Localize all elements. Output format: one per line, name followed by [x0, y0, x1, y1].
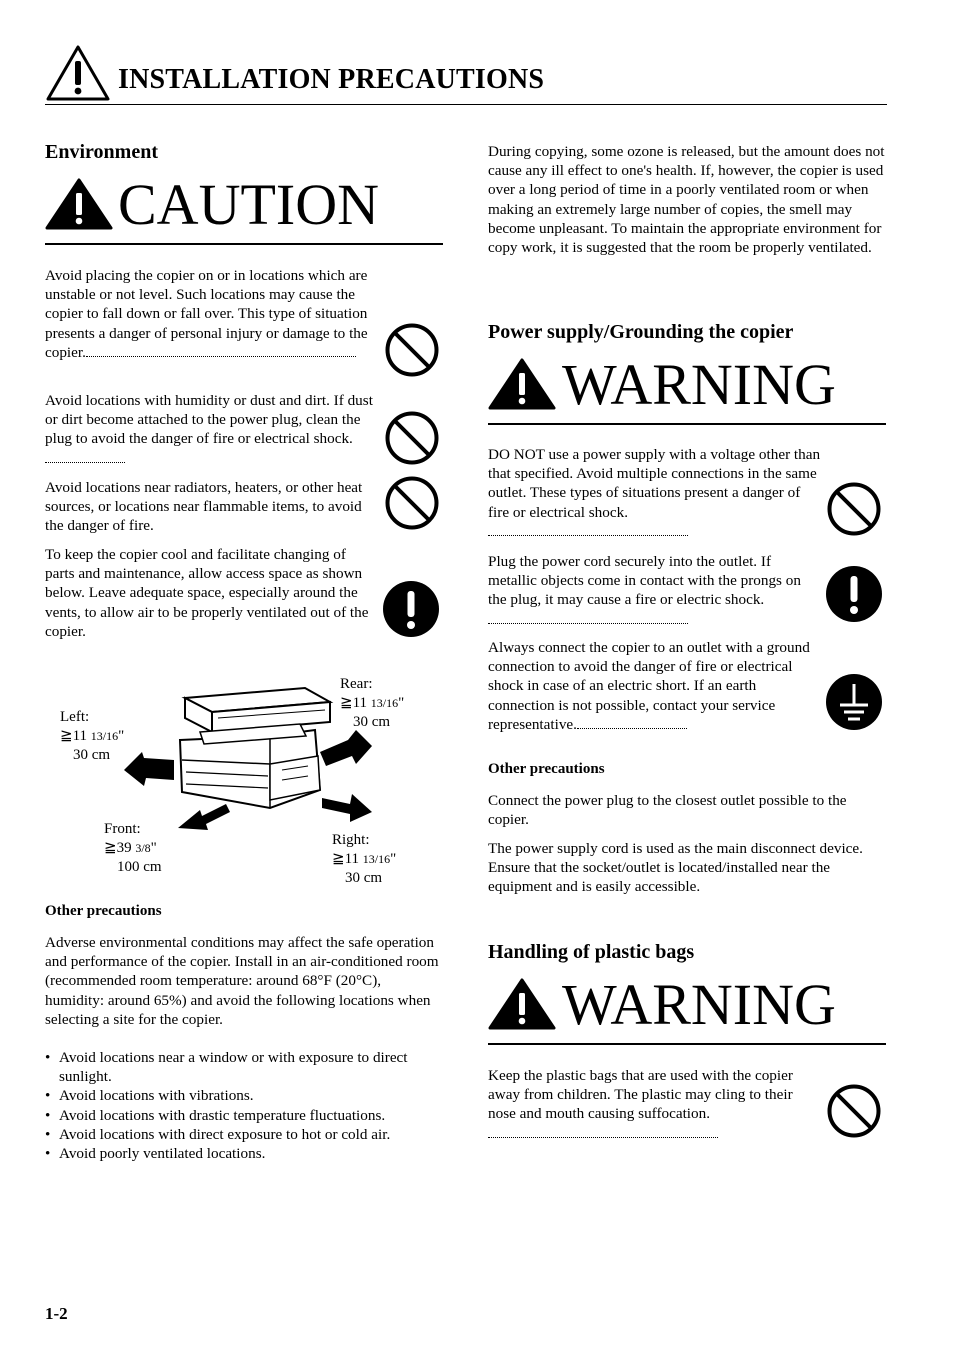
prohibition-icon	[384, 322, 440, 378]
environment-item-4: To keep the copier cool and facilitate changing of parts and maintenance, allow access space as shown below. Leave adequate space, especially around the vents, to allow air to be properly ventilated out of the copier.	[45, 546, 369, 640]
inch-mark: "	[118, 728, 125, 744]
clearance-label: Right:	[332, 832, 370, 848]
clearance-value	[332, 850, 396, 869]
mandatory-exclamation-icon	[825, 565, 883, 623]
bags-warning-rule	[488, 1043, 886, 1045]
item-text: Always connect the copier to an outlet with a ground connection to avoid the danger of fire or electrical shock in case of an electric short. If an earth connection is not possible, contact your service representative.	[488, 639, 810, 733]
other-precautions-heading: Other precautions	[45, 903, 162, 919]
bags-warning-banner: WARNING	[562, 972, 836, 1037]
clearance-metric: 30 cm	[73, 747, 111, 763]
ground-icon	[825, 673, 883, 731]
clearance-label: Front:	[104, 821, 141, 837]
header-divider	[45, 104, 887, 105]
clearance-fraction: 13/16	[90, 729, 119, 743]
clearance-value	[340, 694, 404, 713]
item-text: Keep the plastic bags that are used with the copier away from children. The plastic may cling to their nose and mouth causing suffocation.	[488, 1067, 793, 1123]
list-item: • Avoid poorly ventilated locations.	[45, 1144, 443, 1163]
clearance-inches: ≧11	[332, 851, 360, 867]
clearance-right	[332, 831, 396, 888]
leader-dots	[488, 623, 688, 624]
page-number: 1-2	[45, 1304, 68, 1323]
leader-dots	[488, 1137, 718, 1138]
page-title: INSTALLATION PRECAUTIONS	[118, 64, 545, 95]
caution-rule	[45, 243, 443, 245]
clearance-inches: ≧39	[104, 840, 132, 856]
clearance-rear	[340, 675, 404, 732]
power-item-1	[488, 445, 822, 541]
environment-item-2	[45, 391, 379, 468]
clearance-front	[104, 820, 162, 877]
power-supply-heading: Power supply/Grounding the copier	[488, 321, 794, 343]
ozone-paragraph: During copying, some ozone is released, but the amount does not cause any ill effect to one's health. If, however, the copier is used over a long period of time in a poorly ventilated room or when making an extremely large number of copies, the smell may become unpleasant. To maintain the appropriate environment for copy work, it is suggested that the room be properly ventilated.	[488, 143, 885, 257]
leader-dots	[577, 728, 687, 729]
clearance-fraction: 13/16	[370, 696, 399, 710]
item-text: Plug the power cord securely into the outlet. If metallic objects come in contact with the prongs on the plug, it may cause a fire or electric shock.	[488, 553, 801, 609]
clearance-label: Rear:	[340, 676, 373, 692]
clearance-value	[60, 727, 124, 746]
prohibition-icon	[826, 481, 882, 537]
clearance-value	[104, 839, 162, 858]
clearance-metric: 30 cm	[345, 870, 383, 886]
warning-icon	[488, 978, 556, 1030]
clearance-inches: ≧11	[340, 695, 368, 711]
mandatory-exclamation-icon	[382, 580, 440, 638]
clearance-fraction: 13/16	[362, 852, 391, 866]
environment-item-1	[45, 266, 379, 362]
other-precautions-text: Adverse environmental conditions may affect the safe operation and performance of the copier. Install in an air-conditioned room (recommended room temperature: around 68°F (20°C), humidity: around 65%) and avoid the following locations when selecting a site for the copier.	[45, 934, 439, 1028]
inch-mark: "	[390, 851, 397, 867]
power-other-precautions-heading: Other precautions	[488, 761, 605, 777]
clearance-metric: 30 cm	[353, 714, 391, 730]
warning-banner: WARNING	[562, 352, 836, 417]
leader-dots	[45, 462, 125, 463]
prohibition-icon	[384, 475, 440, 531]
clearance-inches: ≧11	[60, 728, 88, 744]
clearance-label: Left:	[60, 709, 90, 725]
prohibition-icon	[826, 1083, 882, 1139]
plastic-bags-item	[488, 1066, 822, 1143]
inch-mark: "	[398, 695, 405, 711]
clearance-metric: 100 cm	[117, 859, 162, 875]
clearance-left	[60, 708, 124, 765]
leader-dots	[86, 356, 356, 357]
warning-rule	[488, 423, 886, 425]
caution-warning-icon	[45, 178, 113, 230]
power-other-para-2: The power supply cord is used as the main disconnect device. Ensure that the socket/outlet is located/installed near the equipment and is easily accessible.	[488, 840, 863, 896]
list-item: • Avoid locations with direct exposure to hot or cold air.	[45, 1125, 443, 1144]
list-item: • Avoid locations with vibrations.	[45, 1086, 443, 1105]
item-text: Avoid placing the copier on or in locations which are unstable or not level. Such locations may cause the copier to fall down or fall over. This type of situation presents a danger of personal injury or damage to the copier.	[45, 267, 368, 361]
header-warning-icon	[45, 44, 111, 102]
prohibition-icon	[384, 410, 440, 466]
list-item: • Avoid locations with drastic temperature fluctuations.	[45, 1106, 443, 1125]
caution-banner: CAUTION	[118, 172, 379, 237]
power-other-para-1: Connect the power plug to the closest outlet possible to the copier.	[488, 792, 847, 829]
item-text: Avoid locations with humidity or dust and dirt. If dust or dirt become attached to the power plug, clean the plug to avoid the danger of fire or electrical shock.	[45, 392, 373, 448]
environment-bullet-list	[45, 1048, 443, 1163]
clearance-fraction: 3/8	[135, 841, 151, 855]
plastic-bags-heading: Handling of plastic bags	[488, 941, 695, 963]
leader-dots	[488, 535, 688, 536]
list-item: • Avoid locations near a window or with exposure to direct sunlight.	[45, 1048, 443, 1086]
power-item-2	[488, 552, 822, 629]
inch-mark: "	[150, 840, 157, 856]
item-text: DO NOT use a power supply with a voltage other than that specified. Avoid multiple connections in the same outlet. These types of situations present a danger of fire or electrical shock.	[488, 446, 821, 521]
environment-heading: Environment	[45, 141, 158, 163]
power-item-3	[488, 638, 822, 734]
warning-icon	[488, 358, 556, 410]
environment-item-3: Avoid locations near radiators, heaters, or other heat sources, or locations near flammable items, to avoid the danger of fire.	[45, 479, 363, 535]
